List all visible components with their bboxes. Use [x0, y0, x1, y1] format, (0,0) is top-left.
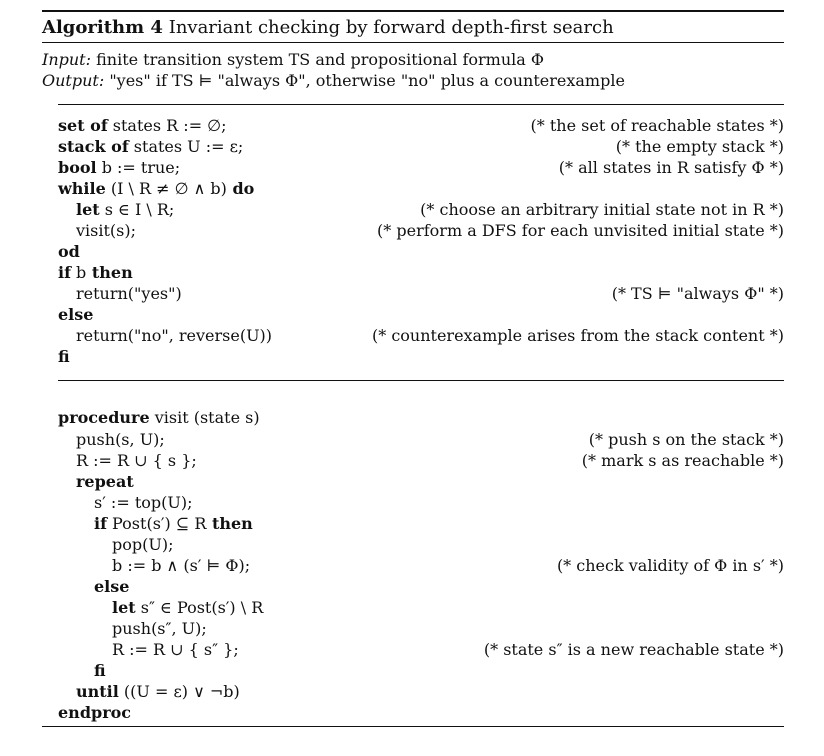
code-line: [112, 640, 239, 660]
code-keyword: bool: [58, 158, 97, 177]
code-keyword: while: [58, 179, 106, 198]
code-keyword: if: [58, 263, 71, 282]
code-comment: (* choose an arbitrary initial state not in R *): [420, 200, 784, 219]
algorithm-title-text: Invariant checking by forward depth-first search: [168, 17, 614, 38]
code-comment: (* counterexample arises from the stack content *): [371, 326, 784, 345]
output-line: [42, 71, 625, 90]
code-text: pop(U);: [112, 535, 174, 554]
input-line: [42, 50, 544, 69]
code-keyword: else: [58, 305, 94, 324]
code-text: s ∈ I \ R;: [99, 200, 175, 219]
code-text: R := R ∪ { s″ };: [112, 640, 239, 659]
code-line: [112, 619, 207, 639]
code-line: [58, 242, 80, 262]
main-bottom-rule: [58, 380, 784, 381]
code-text: visit (state s): [149, 408, 260, 427]
code-comment: (* state s″ is a new reachable state *): [483, 640, 784, 659]
code-line: [58, 158, 180, 178]
code-line: [76, 200, 174, 220]
bottom-rule: [42, 726, 784, 727]
code-line: [94, 493, 192, 513]
code-text: b := true;: [96, 158, 181, 177]
code-line: [58, 116, 227, 136]
code-text: visit(s);: [76, 221, 136, 240]
code-keyword: set of: [58, 116, 108, 135]
code-line: [112, 535, 173, 555]
code-text: b: [70, 263, 87, 282]
code-keyword: stack of: [58, 137, 129, 156]
code-line: [58, 137, 243, 157]
code-line: [76, 430, 165, 450]
code-line: [76, 472, 134, 492]
code-line: [58, 263, 133, 283]
code-line: [76, 326, 272, 346]
code-comment: (* push s on the stack *): [588, 430, 784, 449]
code-keyword: then: [206, 514, 253, 533]
code-line: [76, 451, 197, 471]
code-line: [76, 682, 240, 702]
code-text: s″ ∈ Post(s′) \ R: [135, 598, 264, 617]
code-keyword: let: [76, 200, 100, 219]
code-text: return("no", reverse(U)): [76, 326, 273, 345]
input-text: finite transition system TS and propositional formula Φ: [96, 50, 544, 69]
code-keyword: then: [86, 263, 133, 282]
code-line: [76, 221, 136, 241]
output-text: "yes" if TS ⊨ "always Φ", otherwise "no" plus a counterexample: [109, 71, 625, 90]
code-keyword: let: [112, 598, 136, 617]
code-text: b := b ∧ (s′ ⊨ Φ);: [112, 556, 251, 575]
code-comment: (* the set of reachable states *): [530, 116, 784, 135]
code-comment: (* the empty stack *): [615, 137, 784, 156]
code-comment: (* perform a DFS for each unvisited initial state *): [377, 221, 784, 240]
code-text: ((U = ε) ∨ ¬b): [118, 682, 240, 701]
code-keyword: endproc: [58, 703, 132, 722]
code-keyword: od: [58, 242, 80, 261]
output-label: Output:: [42, 71, 105, 90]
code-text: push(s, U);: [76, 430, 165, 449]
code-text: R := R ∪ { s };: [76, 451, 197, 470]
code-text: push(s″, U);: [112, 619, 207, 638]
code-text: return("yes"): [76, 284, 182, 303]
algorithm-label: Algorithm 4: [42, 17, 163, 38]
code-keyword: do: [226, 179, 255, 198]
code-keyword: repeat: [76, 472, 134, 491]
code-text: (I \ R ≠ ∅ ∧ b): [105, 179, 227, 198]
code-line: [94, 577, 129, 597]
title-rule: [42, 42, 784, 43]
code-line: [112, 556, 250, 576]
algorithm-title: [42, 17, 614, 38]
main-top-rule: [58, 104, 784, 105]
code-text: Post(s′) ⊆ R: [106, 514, 207, 533]
code-text: states R := ∅;: [107, 116, 227, 135]
code-comment: (* TS ⊨ "always Φ" *): [611, 284, 784, 303]
code-keyword: until: [76, 682, 119, 701]
code-text: s′ := top(U);: [94, 493, 193, 512]
code-line: [112, 598, 263, 618]
input-label: Input:: [42, 50, 91, 69]
code-comment: (* mark s as reachable *): [581, 451, 784, 470]
code-keyword: fi: [58, 347, 70, 366]
code-line: [94, 661, 106, 681]
code-keyword: procedure: [58, 408, 150, 427]
code-line: [58, 703, 131, 723]
code-line: [58, 179, 254, 199]
top-rule: [42, 10, 784, 12]
code-keyword: else: [94, 577, 130, 596]
code-keyword: if: [94, 514, 107, 533]
code-line: [76, 284, 182, 304]
code-comment: (* check validity of Φ in s′ *): [556, 556, 784, 575]
code-line: [94, 514, 253, 534]
code-comment: (* all states in R satisfy Φ *): [558, 158, 784, 177]
code-line: [58, 305, 93, 325]
code-line: [58, 408, 260, 428]
code-line: [58, 347, 70, 367]
code-keyword: fi: [94, 661, 106, 680]
code-text: states U := ε;: [128, 137, 244, 156]
